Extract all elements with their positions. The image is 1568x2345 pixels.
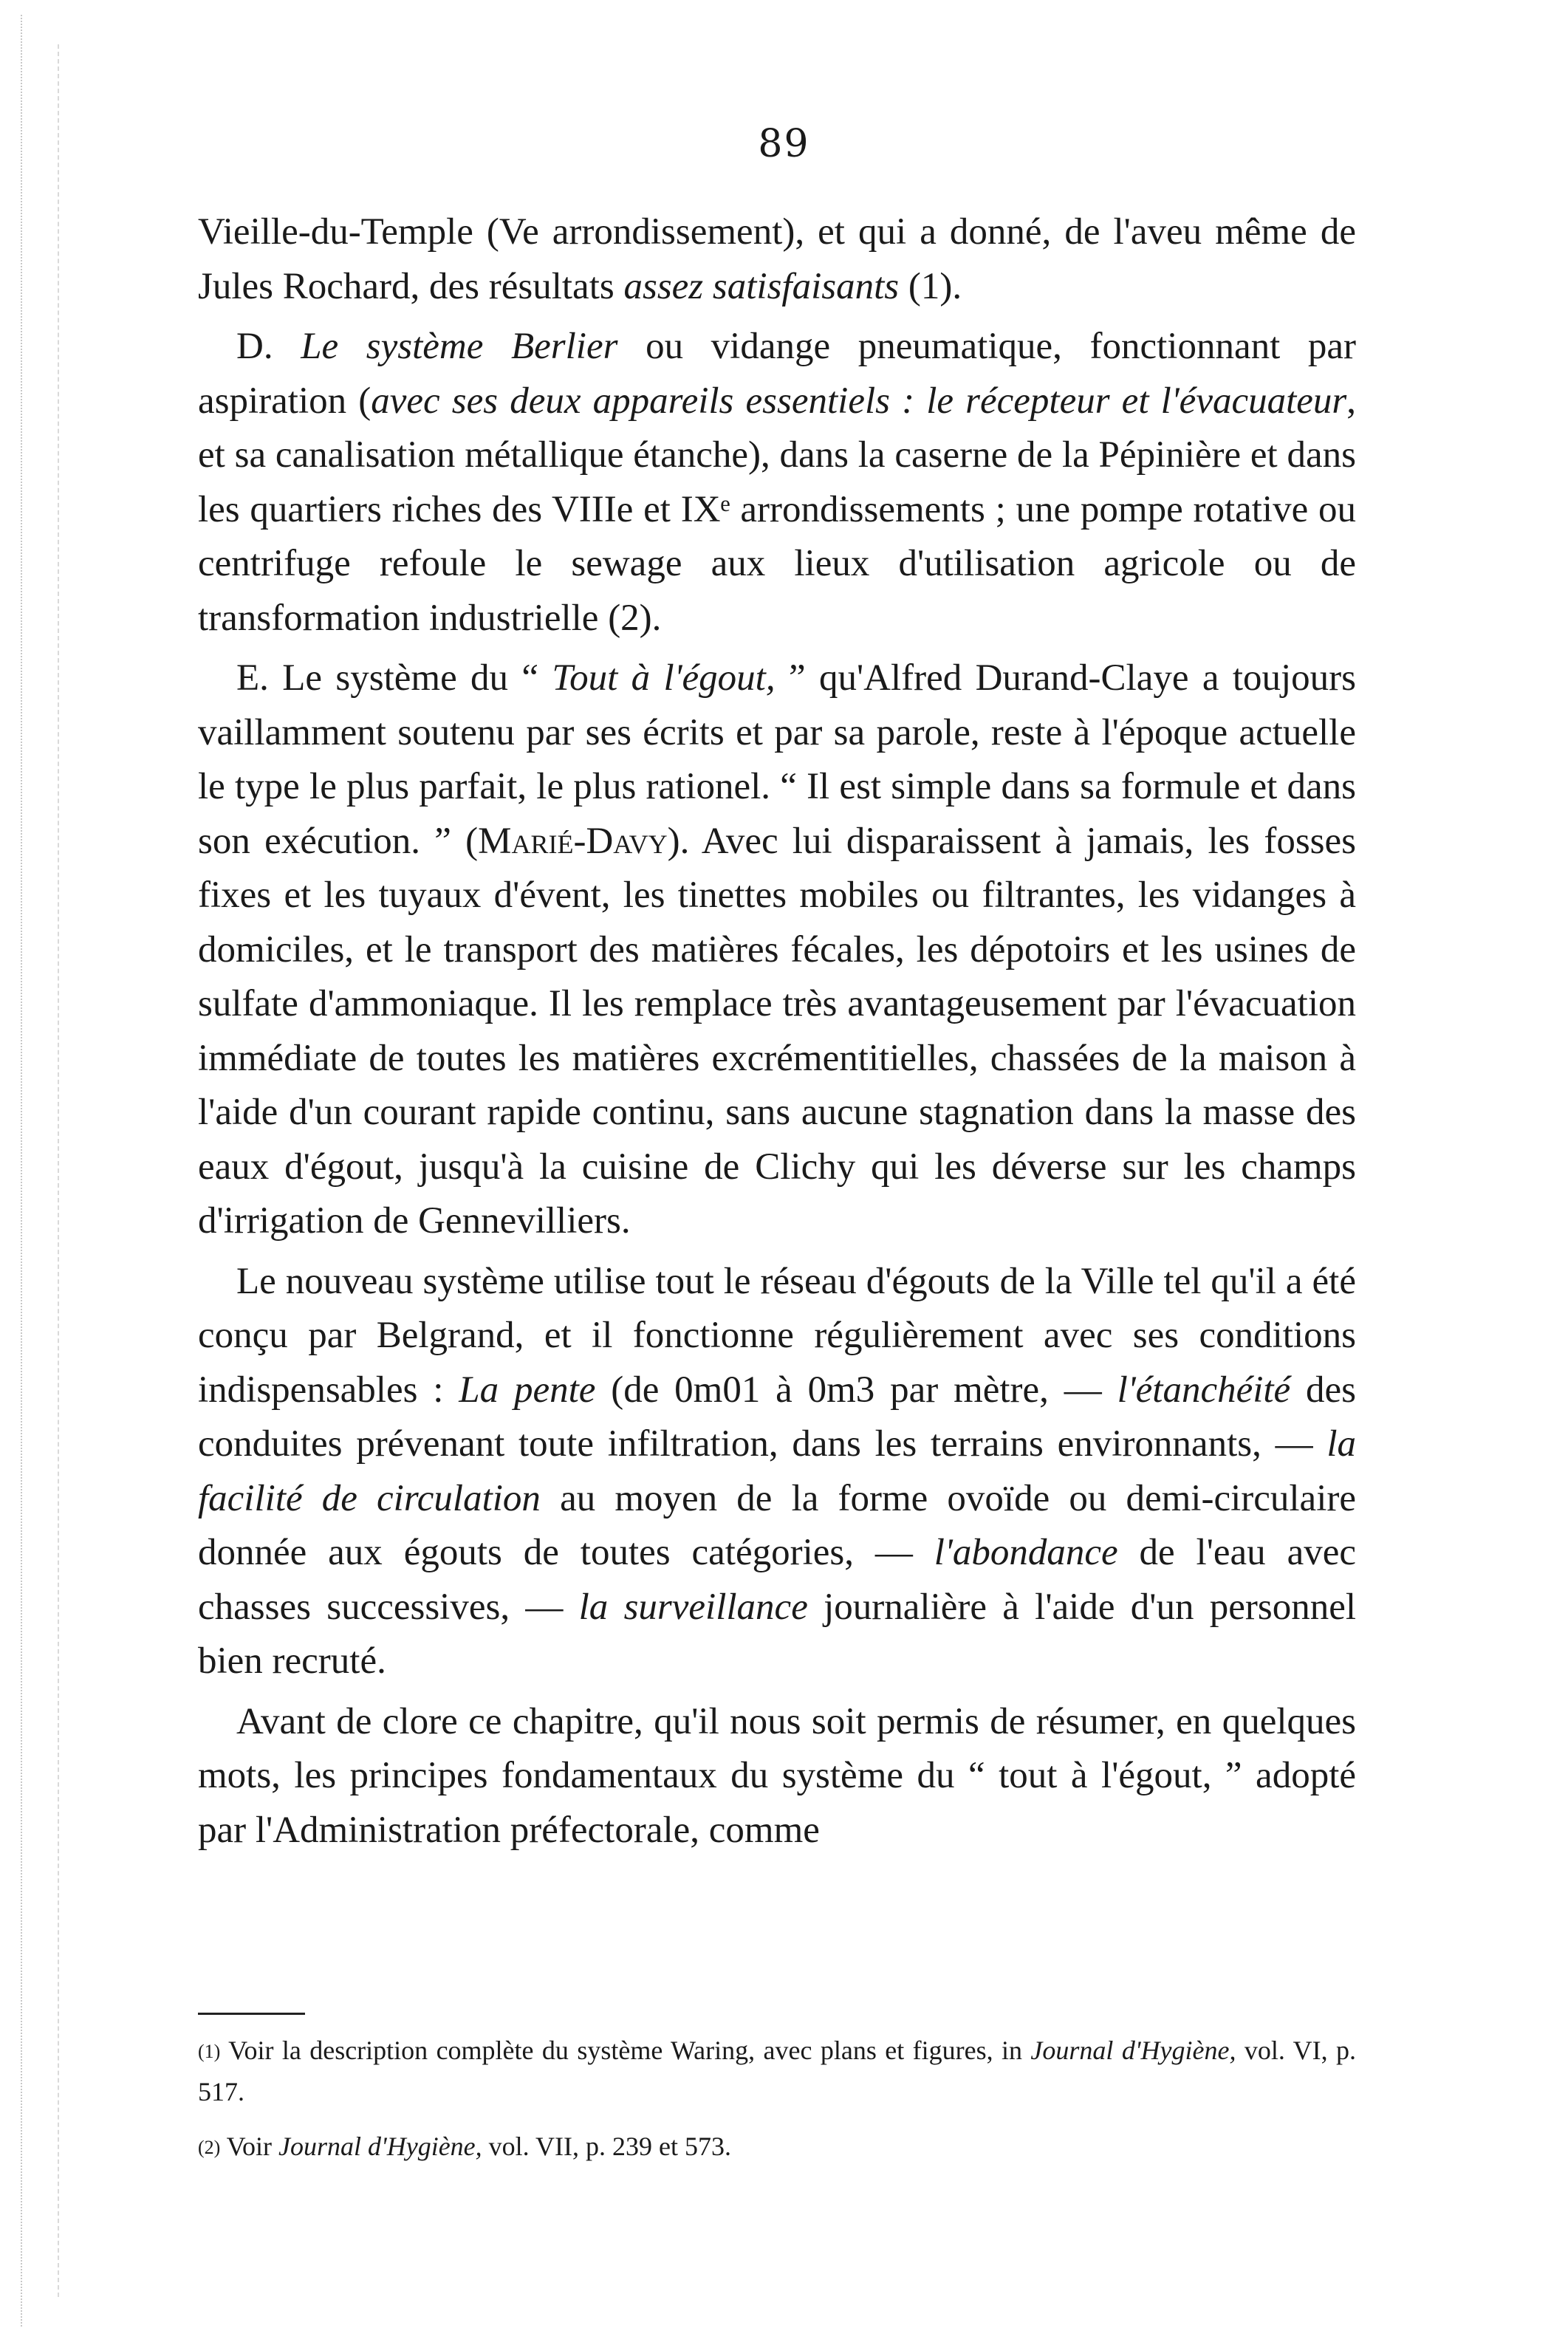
text-span: au moyen de la forme ovoïde ou demi-circulaire donnée aux égouts de toutes catégories, — xyxy=(198,1477,1356,1573)
footnote xyxy=(198,2030,1356,2112)
italic-span: la facilité de circulation xyxy=(198,1423,1356,1519)
italic-span: Tout à l'égout, xyxy=(552,657,776,699)
text-span: des conduites prévenant toute infiltration, dans les terrains environnants, — xyxy=(198,1369,1357,1465)
italic-span: la surveillance xyxy=(578,1586,808,1628)
footnotes xyxy=(198,2030,1356,2167)
footnote-separator xyxy=(198,2013,305,2015)
page-number: 89 xyxy=(758,122,810,166)
text-span: Voir la description complète du système Waring, avec plans et figures, in xyxy=(220,2036,1031,2065)
italic-span: assez satisfaisants xyxy=(623,265,900,307)
paragraph xyxy=(198,205,1356,314)
text-span: (de 0m01 à 0m3 par mètre, — xyxy=(595,1369,1117,1411)
text-span: ). Avec lui disparaissent à jamais, les fosses fixes et les tuyaux d'évent, les tinettes mobiles ou filtrantes, les vidanges à domiciles, et le transport des matières fécales, les dépotoirs et les usines de sulfate d'ammoniaque. Il les remplace très avantageusement par l'évacuation immédiate de toutes les matières excrémentitielles, chassées de la maison à l'aide d'un courant rapide continu, sans aucune stagnation dans la masse des eaux d'égout, jusqu'à la cuisine de Clichy qui les déverse sur les champs d'irrigation de Gennevilliers. xyxy=(198,820,1356,1242)
text-span: vol. VI, p. 517. xyxy=(198,2036,1356,2106)
text-span: , et sa canalisation métallique étanche), dans la caserne de la Pépinière et dans les quartiers riches des VIIIe et IXᵉ arrondissements ; une pompe rotative ou centrifuge refoule le sewage aux lieux d'utilisation agricole ou de transformation industrielle (2). xyxy=(198,380,1356,639)
paragraph xyxy=(198,1255,1356,1689)
italic-span: l'abondance xyxy=(934,1532,1118,1573)
italic-span: l'étanchéité xyxy=(1117,1369,1291,1411)
footnote-mark: (1) xyxy=(198,2041,221,2062)
text-span: (1). xyxy=(899,265,962,307)
footnote-mark: (2) xyxy=(198,2137,221,2158)
text-span: journalière à l'aide d'un personnel bien recruté. xyxy=(198,1586,1356,1682)
italic-span: Le système Berlier xyxy=(301,326,618,367)
text-span: vol. VII, p. 239 et 573. xyxy=(482,2132,731,2161)
text-span: de l'eau avec chasses successives, — xyxy=(198,1532,1356,1628)
text-span: E. Le système du “ xyxy=(236,657,552,699)
text-span: Avant de clore ce chapitre, qu'il nous soit permis de résumer, en quelques mots, les principes fondamentaux du système du “ tout à l'égout, ” adopté par l'Administration préfectorale, comme xyxy=(198,1700,1356,1851)
text-span: Voir xyxy=(220,2132,279,2161)
main-text xyxy=(198,205,1356,1858)
italic-span: Journal d'Hygiène, xyxy=(1030,2036,1236,2065)
text-span: Le nouveau système utilise tout le réseau d'égouts de la Ville tel qu'il a été conçu par Belgrand, et il fonctionne régulièrement avec ses conditions indispensables : xyxy=(198,1260,1356,1411)
scan-edge-marks-inner xyxy=(58,44,66,2297)
paragraph xyxy=(198,651,1356,1249)
italic-span: avec ses deux appareils essentiels : le récepteur et l'évacuateur xyxy=(371,380,1347,422)
text-span: Vieille-du-Temple (Ve arrondissement), et qui a donné, de l'aveu même de Jules Rochard, des résultats xyxy=(198,211,1356,307)
italic-span: La pente xyxy=(459,1369,596,1411)
text-span: D. xyxy=(236,326,301,367)
smallcaps-span: Marié-Davy xyxy=(478,820,668,862)
paragraph xyxy=(198,320,1356,646)
text-span: ou vidange pneumatique, fonctionnant par aspiration ( xyxy=(198,326,1356,422)
paragraph xyxy=(198,1695,1356,1858)
text-span: ” qu'Alfred Durand-Claye a toujours vaillamment soutenu par ses écrits et par sa parole, reste à l'époque actuelle le type le plus parfait, le plus rationel. “ Il est simple dans sa formule et dans son exécution. ” ( xyxy=(198,657,1356,862)
italic-span: Journal d'Hygiène, xyxy=(278,2132,482,2161)
footnote xyxy=(198,2126,1356,2167)
